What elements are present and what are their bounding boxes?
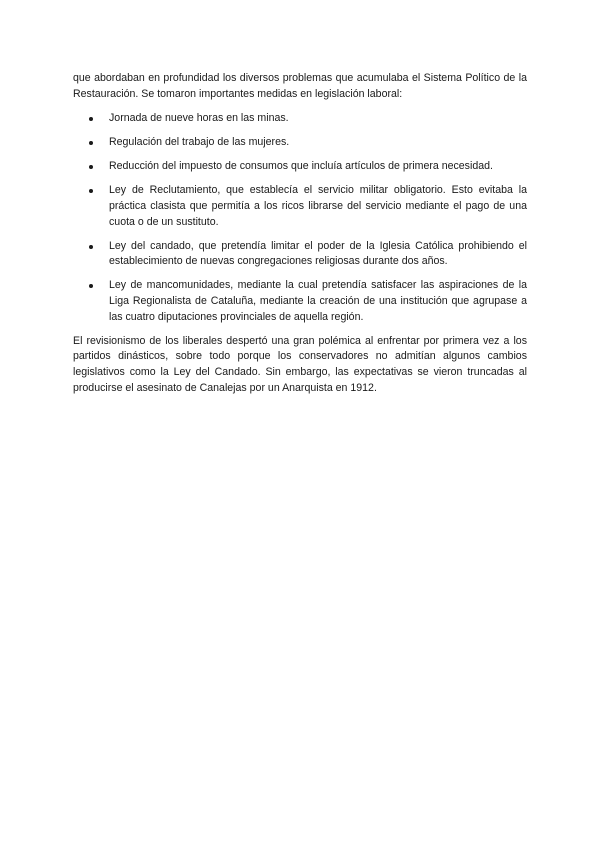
bullet-icon [89,165,93,169]
measures-list [73,111,527,325]
closing-paragraph: El revisionismo de los liberales despertó una gran polémica al enfrentar por primera vez a los partidos dinásticos, sobre todo porque los conservadores no admitían algunos cambios legislativos como la Ley del Candado. Sin embargo, las expectativas se vieron truncadas al producirse el asesinato de Canalejas por un Anarquista en 1912. [73,334,527,394]
bullet-icon [89,117,93,121]
list-item [73,159,527,175]
list-item-text: Jornada de nueve horas en las minas. [109,112,289,125]
list-item-text: Ley de Reclutamiento, que establecía el servicio militar obligatorio. Esto evitaba la práctica clasista que permitía a los ricos librarse del servicio mediante el pago de una cuota o de un sustituto. [109,184,527,228]
list-item-text: Ley del candado, que pretendía limitar el poder de la Iglesia Católica prohibiendo el establecimiento de nuevas congregaciones religiosas durante dos años. [109,239,527,268]
list-item-text: Regulación del trabajo de las mujeres. [109,136,290,149]
list-item [73,278,527,325]
bullet-icon [89,141,93,145]
list-item-text: Ley de mancomunidades, mediante la cual pretendía satisfacer las aspiraciones de la Liga Regionalista de Cataluña, mediante la creación de una institución que agrupase a las cuatro diputaciones provinciales de aquella región. [109,279,527,323]
document-body [73,71,527,396]
intro-paragraph: que abordaban en profundidad los diversos problemas que acumulaba el Sistema Político de la Restauración. Se tomaron importantes medidas en legislación laboral: [73,72,527,100]
list-item-text: Reducción del impuesto de consumos que incluía artículos de primera necesidad. [109,160,493,173]
list-item [73,135,527,151]
bullet-icon [89,245,93,249]
list-item [73,183,527,230]
list-item [73,111,527,127]
list-item [73,239,527,270]
bullet-icon [89,284,93,288]
bullet-icon [89,189,93,193]
